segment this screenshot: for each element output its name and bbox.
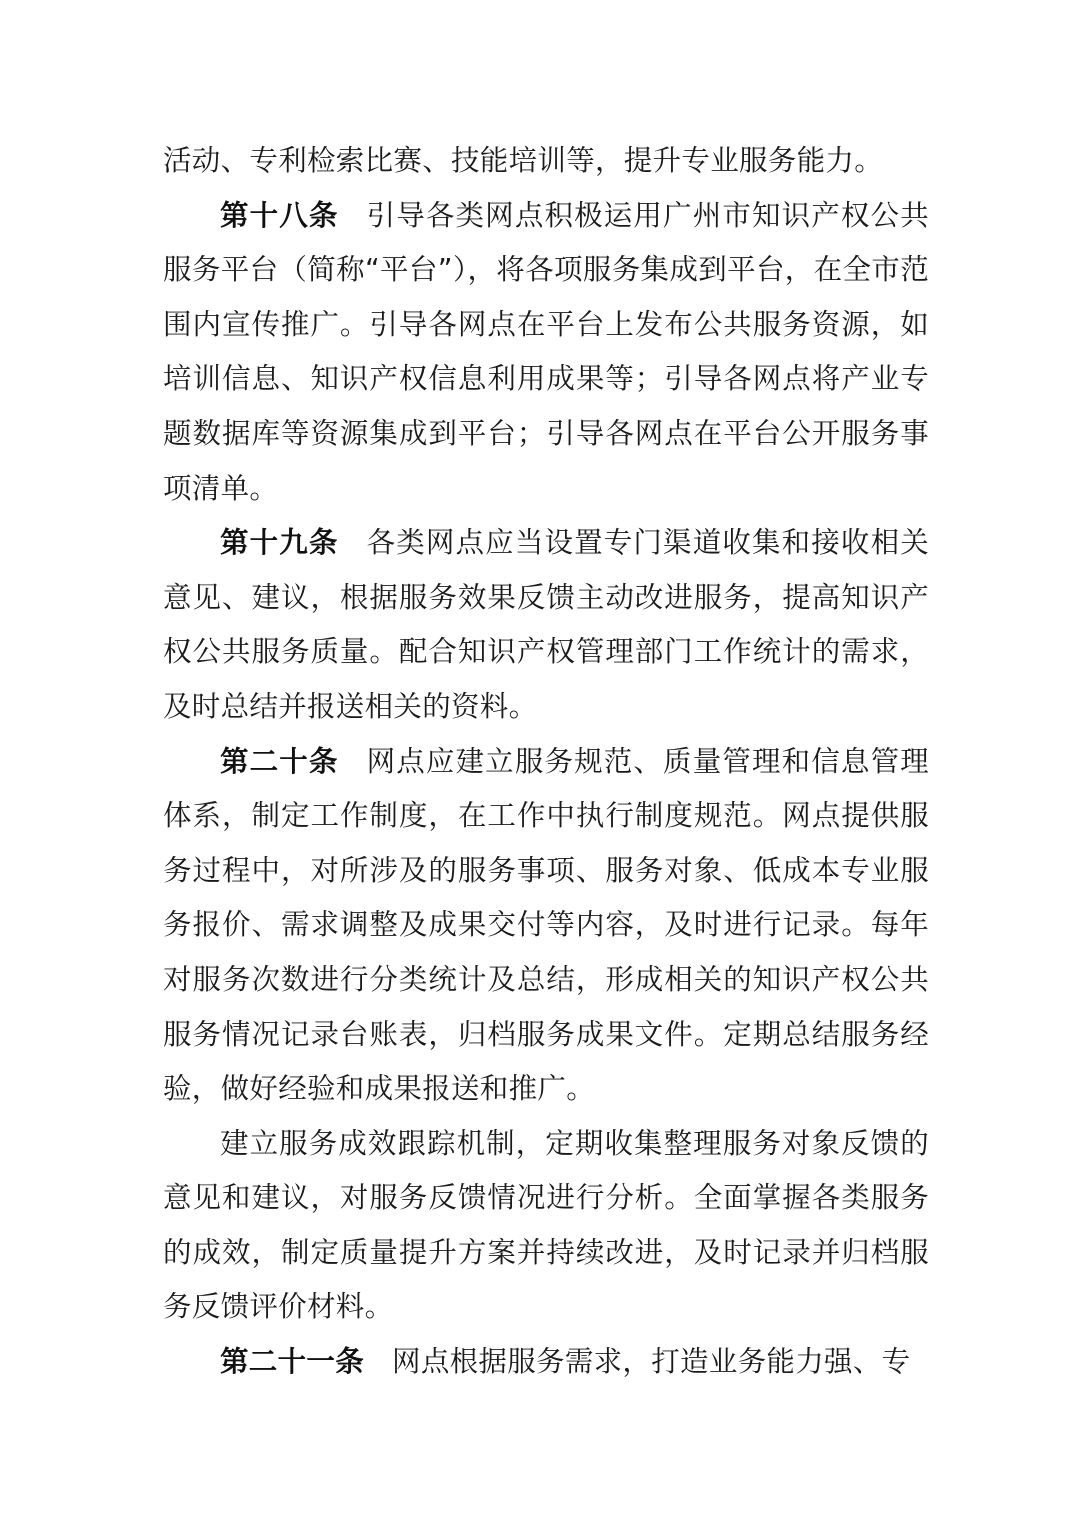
article-20 — [163, 735, 929, 1117]
article-20-continuation — [163, 1117, 929, 1335]
article-number: 第二十条 — [220, 744, 339, 778]
article-text: 各类网点应当设置专门渠道收集和接收相关意见、建议，根据服务效果反馈主动改进服务，提高知识产权公共服务质量。配合知识产权管理部门工作统计的需求，及时总结并报送相关的资料。 — [163, 526, 930, 723]
document-body — [163, 134, 929, 1390]
article-number: 第十八条 — [220, 198, 339, 232]
paragraph-continuation — [163, 134, 929, 189]
article-number: 第二十一条 — [220, 1345, 365, 1379]
article-number: 第十九条 — [220, 526, 339, 560]
article-text: 网点应建立服务规范、质量管理和信息管理体系，制定工作制度，在工作中执行制度规范。网点提供服务过程中，对所涉及的服务事项、服务对象、低成本专业服务报价、需求调整及成果交付等内容，及时进行记录。每年对服务次数进行分类统计及总结，形成相关的知识产权公共服务情况记录台账表，归档服务成果文件。定期总结服务经验，做好经验和成果报送和推广。 — [163, 744, 930, 1106]
article-text: 引导各类网点积极运用广州市知识产权公共服务平台（简称“平台”），将各项服务集成到平台，在全市范围内宣传推广。引导各网点在平台上发布公共服务资源，如培训信息、知识产权信息利用成果等；引导各网点将产业专题数据库等资源集成到平台；引导各网点在平台公开服务事项清单。 — [163, 198, 930, 505]
paragraph-text: 活动、专利检索比赛、技能培训等，提升专业服务能力。 — [163, 144, 884, 177]
paragraph-text: 建立服务成效跟踪机制，定期收集整理服务对象反馈的意见和建议，对服务反馈情况进行分析。全面掌握各类服务的成效，制定质量提升方案并持续改进，及时记录并归档服务反馈评价材料。 — [163, 1126, 929, 1324]
article-text: 网点根据服务需求，打造业务能力强、专 — [392, 1345, 911, 1379]
article-18 — [163, 189, 929, 517]
article-19 — [163, 516, 929, 734]
article-21 — [163, 1335, 929, 1390]
